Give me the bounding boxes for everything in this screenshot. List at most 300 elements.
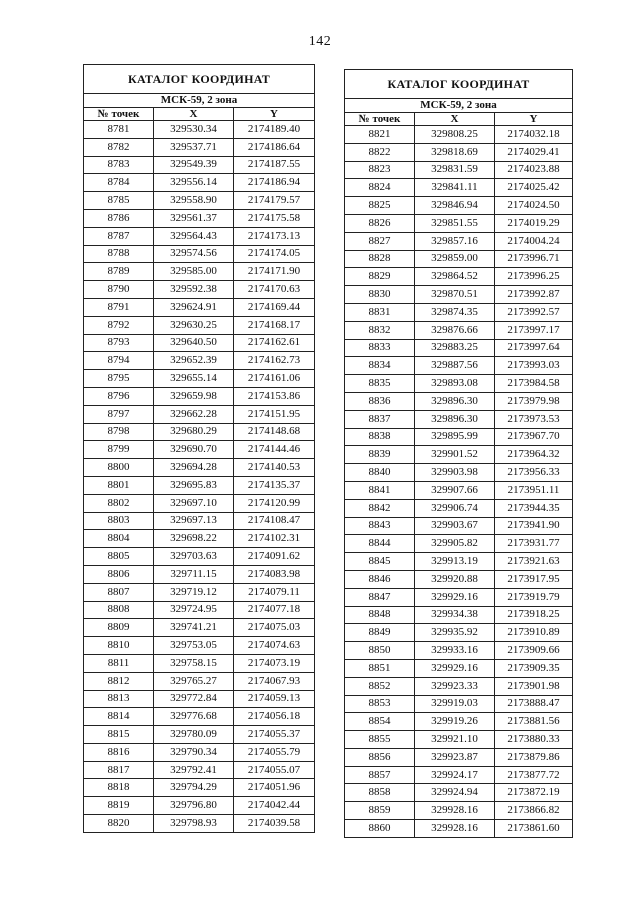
y-coordinate-cell: 2174077.18 [234,601,315,619]
y-coordinate-cell: 2173877.72 [495,766,573,784]
point-number-cell: 8797 [84,405,154,423]
table-row [345,428,573,446]
y-coordinate-cell: 2174151.95 [234,405,315,423]
table-row [345,535,573,553]
table-row [84,637,315,655]
point-number-cell: 8857 [345,766,415,784]
y-coordinate-cell: 2173992.87 [495,286,573,304]
x-coordinate-cell: 329624.91 [154,298,234,316]
point-number-cell: 8844 [345,535,415,553]
y-coordinate-cell: 2173879.86 [495,748,573,766]
page-number: 142 [308,34,332,49]
point-number-cell: 8795 [84,370,154,388]
x-coordinate-cell: 329928.16 [415,820,495,838]
y-coordinate-cell: 2174067.93 [234,672,315,690]
table-row [84,156,315,174]
y-coordinate-cell: 2173901.98 [495,677,573,695]
table-row [84,779,315,797]
table-row [84,708,315,726]
point-number-cell: 8828 [345,250,415,268]
column-header-x: X [154,108,234,121]
table-row [345,446,573,464]
y-coordinate-cell: 2174055.07 [234,761,315,779]
y-coordinate-cell: 2173910.89 [495,624,573,642]
point-number-cell: 8784 [84,174,154,192]
table-row [345,126,573,144]
point-number-cell: 8845 [345,553,415,571]
table-row [345,748,573,766]
table-row [84,494,315,512]
x-coordinate-cell: 329655.14 [154,370,234,388]
table-row [345,606,573,624]
x-coordinate-cell: 329630.25 [154,316,234,334]
table-row [345,713,573,731]
table-row [345,303,573,321]
x-coordinate-cell: 329859.00 [415,250,495,268]
coordinate-rows [345,126,573,838]
point-number-cell: 8834 [345,357,415,375]
y-coordinate-cell: 2174059.13 [234,690,315,708]
table-row [84,761,315,779]
point-number-cell: 8848 [345,606,415,624]
point-number-cell: 8786 [84,209,154,227]
x-coordinate-cell: 329703.63 [154,548,234,566]
x-coordinate-cell: 329935.92 [415,624,495,642]
table-row [345,410,573,428]
y-coordinate-cell: 2173956.33 [495,464,573,482]
point-number-cell: 8810 [84,637,154,655]
y-coordinate-cell: 2173996.25 [495,268,573,286]
point-number-cell: 8838 [345,428,415,446]
point-number-cell: 8808 [84,601,154,619]
x-coordinate-cell: 329831.59 [415,161,495,179]
y-coordinate-cell: 2174074.63 [234,637,315,655]
y-coordinate-cell: 2173866.82 [495,802,573,820]
point-number-cell: 8836 [345,392,415,410]
point-number-cell: 8843 [345,517,415,535]
point-number-cell: 8782 [84,138,154,156]
y-coordinate-cell: 2173993.03 [495,357,573,375]
x-coordinate-cell: 329808.25 [415,126,495,144]
table-row [345,820,573,838]
point-number-cell: 8800 [84,459,154,477]
y-coordinate-cell: 2173997.17 [495,321,573,339]
x-coordinate-cell: 329711.15 [154,565,234,583]
point-number-cell: 8837 [345,410,415,428]
y-coordinate-cell: 2173931.77 [495,535,573,553]
point-number-cell: 8818 [84,779,154,797]
point-number-cell: 8790 [84,281,154,299]
point-number-cell: 8799 [84,441,154,459]
point-number-cell: 8794 [84,352,154,370]
x-coordinate-cell: 329558.90 [154,192,234,210]
y-coordinate-cell: 2174055.79 [234,743,315,761]
y-coordinate-cell: 2174073.19 [234,654,315,672]
table-row [84,387,315,405]
y-coordinate-cell: 2173861.60 [495,820,573,838]
point-number-cell: 8821 [345,126,415,144]
y-coordinate-cell: 2174148.68 [234,423,315,441]
x-coordinate-cell: 329851.55 [415,214,495,232]
x-coordinate-cell: 329765.27 [154,672,234,690]
table-row [345,553,573,571]
x-coordinate-cell: 329864.52 [415,268,495,286]
column-header-point-number: № точек [345,113,415,126]
point-number-cell: 8796 [84,387,154,405]
coordinate-rows [84,121,315,833]
y-coordinate-cell: 2173909.66 [495,642,573,660]
x-coordinate-cell: 329561.37 [154,209,234,227]
y-coordinate-cell: 2173872.19 [495,784,573,802]
x-coordinate-cell: 329662.28 [154,405,234,423]
x-coordinate-cell: 329876.66 [415,321,495,339]
point-number-cell: 8802 [84,494,154,512]
table-row [345,677,573,695]
y-coordinate-cell: 2174019.29 [495,214,573,232]
x-coordinate-cell: 329923.87 [415,748,495,766]
x-coordinate-cell: 329893.08 [415,375,495,393]
x-coordinate-cell: 329903.98 [415,464,495,482]
table-row [84,726,315,744]
point-number-cell: 8803 [84,512,154,530]
point-number-cell: 8819 [84,797,154,815]
coordinate-system-label: МСК-59, 2 зона [345,99,573,113]
x-coordinate-cell: 329901.52 [415,446,495,464]
y-coordinate-cell: 2174051.96 [234,779,315,797]
y-coordinate-cell: 2174169.44 [234,298,315,316]
table-row [345,286,573,304]
x-coordinate-cell: 329933.16 [415,642,495,660]
x-coordinate-cell: 329924.17 [415,766,495,784]
point-number-cell: 8855 [345,731,415,749]
y-coordinate-cell: 2174173.13 [234,227,315,245]
x-coordinate-cell: 329870.51 [415,286,495,304]
point-number-cell: 8849 [345,624,415,642]
y-coordinate-cell: 2174083.98 [234,565,315,583]
x-coordinate-cell: 329537.71 [154,138,234,156]
y-coordinate-cell: 2174179.57 [234,192,315,210]
x-coordinate-cell: 329758.15 [154,654,234,672]
table-row [345,784,573,802]
x-coordinate-cell: 329794.29 [154,779,234,797]
y-coordinate-cell: 2174162.61 [234,334,315,352]
x-coordinate-cell: 329772.84 [154,690,234,708]
point-number-cell: 8856 [345,748,415,766]
y-coordinate-cell: 2174168.17 [234,316,315,334]
point-number-cell: 8817 [84,761,154,779]
y-coordinate-cell: 2173951.11 [495,481,573,499]
x-coordinate-cell: 329883.25 [415,339,495,357]
y-coordinate-cell: 2174174.05 [234,245,315,263]
x-coordinate-cell: 329929.16 [415,588,495,606]
x-coordinate-cell: 329928.16 [415,802,495,820]
x-coordinate-cell: 329719.12 [154,583,234,601]
table-row [84,530,315,548]
point-number-cell: 8840 [345,464,415,482]
table-row [84,138,315,156]
x-coordinate-cell: 329919.26 [415,713,495,731]
x-coordinate-cell: 329697.13 [154,512,234,530]
point-number-cell: 8833 [345,339,415,357]
y-coordinate-cell: 2174056.18 [234,708,315,726]
point-number-cell: 8812 [84,672,154,690]
table-row [84,281,315,299]
point-number-cell: 8813 [84,690,154,708]
table-row [345,481,573,499]
table-row [345,766,573,784]
table-row [345,339,573,357]
y-coordinate-cell: 2173921.63 [495,553,573,571]
y-coordinate-cell: 2173909.35 [495,659,573,677]
x-coordinate-cell: 329920.88 [415,570,495,588]
y-coordinate-cell: 2173996.71 [495,250,573,268]
y-coordinate-cell: 2173997.64 [495,339,573,357]
x-coordinate-cell: 329874.35 [415,303,495,321]
catalog-title: КАТАЛОГ КООРДИНАТ [84,65,315,94]
column-header-point-number: № точек [84,108,154,121]
point-number-cell: 8788 [84,245,154,263]
table-row [345,517,573,535]
point-number-cell: 8854 [345,713,415,731]
x-coordinate-cell: 329680.29 [154,423,234,441]
point-number-cell: 8809 [84,619,154,637]
y-coordinate-cell: 2174024.50 [495,197,573,215]
y-coordinate-cell: 2174042.44 [234,797,315,815]
y-coordinate-cell: 2174161.06 [234,370,315,388]
table-row [84,334,315,352]
x-coordinate-cell: 329896.30 [415,410,495,428]
x-coordinate-cell: 329887.56 [415,357,495,375]
table-row [345,464,573,482]
y-coordinate-cell: 2174023.88 [495,161,573,179]
x-coordinate-cell: 329694.28 [154,459,234,477]
point-number-cell: 8823 [345,161,415,179]
table-row [345,161,573,179]
x-coordinate-cell: 329574.56 [154,245,234,263]
point-number-cell: 8815 [84,726,154,744]
x-coordinate-cell: 329913.19 [415,553,495,571]
x-coordinate-cell: 329905.82 [415,535,495,553]
table-row [345,642,573,660]
table-row [84,548,315,566]
y-coordinate-cell: 2173917.95 [495,570,573,588]
y-coordinate-cell: 2174091.62 [234,548,315,566]
y-coordinate-cell: 2174144.46 [234,441,315,459]
table-row [84,815,315,833]
table-row [345,375,573,393]
point-number-cell: 8847 [345,588,415,606]
point-number-cell: 8829 [345,268,415,286]
y-coordinate-cell: 2173881.56 [495,713,573,731]
y-coordinate-cell: 2174120.99 [234,494,315,512]
point-number-cell: 8842 [345,499,415,517]
point-number-cell: 8781 [84,121,154,139]
x-coordinate-cell: 329841.11 [415,179,495,197]
x-coordinate-cell: 329798.93 [154,815,234,833]
x-coordinate-cell: 329929.16 [415,659,495,677]
point-number-cell: 8825 [345,197,415,215]
column-header-y: Y [234,108,315,121]
y-coordinate-cell: 2173944.35 [495,499,573,517]
x-coordinate-cell: 329796.80 [154,797,234,815]
x-coordinate-cell: 329724.95 [154,601,234,619]
table-row [84,512,315,530]
table-row [345,392,573,410]
y-coordinate-cell: 2174029.41 [495,143,573,161]
x-coordinate-cell: 329695.83 [154,476,234,494]
table-row [84,174,315,192]
point-number-cell: 8820 [84,815,154,833]
point-number-cell: 8798 [84,423,154,441]
point-number-cell: 8824 [345,179,415,197]
column-header-x: X [415,113,495,126]
point-number-cell: 8785 [84,192,154,210]
x-coordinate-cell: 329698.22 [154,530,234,548]
point-number-cell: 8807 [84,583,154,601]
x-coordinate-cell: 329690.70 [154,441,234,459]
point-number-cell: 8826 [345,214,415,232]
point-number-cell: 8850 [345,642,415,660]
point-number-cell: 8858 [345,784,415,802]
point-number-cell: 8811 [84,654,154,672]
table-row [84,690,315,708]
y-coordinate-cell: 2174075.03 [234,619,315,637]
y-coordinate-cell: 2173984.58 [495,375,573,393]
table-row [84,227,315,245]
table-row [345,214,573,232]
table-row [345,731,573,749]
table-row [345,179,573,197]
y-coordinate-cell: 2174186.94 [234,174,315,192]
point-number-cell: 8793 [84,334,154,352]
table-row [84,459,315,477]
x-coordinate-cell: 329556.14 [154,174,234,192]
x-coordinate-cell: 329592.38 [154,281,234,299]
x-coordinate-cell: 329640.50 [154,334,234,352]
point-number-cell: 8852 [345,677,415,695]
catalog-title: КАТАЛОГ КООРДИНАТ [345,70,573,99]
x-coordinate-cell: 329923.33 [415,677,495,695]
x-coordinate-cell: 329919.03 [415,695,495,713]
y-coordinate-cell: 2173964.32 [495,446,573,464]
table-row [84,405,315,423]
table-row [84,743,315,761]
point-number-cell: 8846 [345,570,415,588]
y-coordinate-cell: 2174102.31 [234,530,315,548]
point-number-cell: 8841 [345,481,415,499]
x-coordinate-cell: 329549.39 [154,156,234,174]
point-number-cell: 8822 [345,143,415,161]
point-number-cell: 8783 [84,156,154,174]
point-number-cell: 8839 [345,446,415,464]
coordinate-catalog-right [344,69,573,838]
point-number-cell: 8787 [84,227,154,245]
point-number-cell: 8789 [84,263,154,281]
y-coordinate-cell: 2173973.53 [495,410,573,428]
table-row [84,316,315,334]
point-number-cell: 8805 [84,548,154,566]
y-coordinate-cell: 2174108.47 [234,512,315,530]
x-coordinate-cell: 329906.74 [415,499,495,517]
x-coordinate-cell: 329790.34 [154,743,234,761]
point-number-cell: 8791 [84,298,154,316]
point-number-cell: 8830 [345,286,415,304]
y-coordinate-cell: 2174140.53 [234,459,315,477]
table-row [84,672,315,690]
table-row [345,624,573,642]
x-coordinate-cell: 329924.94 [415,784,495,802]
table-row [84,209,315,227]
x-coordinate-cell: 329895.99 [415,428,495,446]
table-row [84,423,315,441]
point-number-cell: 8832 [345,321,415,339]
point-number-cell: 8835 [345,375,415,393]
y-coordinate-cell: 2174162.73 [234,352,315,370]
table-row [84,583,315,601]
y-coordinate-cell: 2173992.57 [495,303,573,321]
table-row [84,298,315,316]
table-row [345,232,573,250]
x-coordinate-cell: 329907.66 [415,481,495,499]
x-coordinate-cell: 329921.10 [415,731,495,749]
table-row [84,476,315,494]
y-coordinate-cell: 2174186.64 [234,138,315,156]
table-row [84,245,315,263]
table-row [84,192,315,210]
table-row [345,143,573,161]
column-header-y: Y [495,113,573,126]
y-coordinate-cell: 2173967.70 [495,428,573,446]
y-coordinate-cell: 2173918.25 [495,606,573,624]
y-coordinate-cell: 2174135.37 [234,476,315,494]
y-coordinate-cell: 2174171.90 [234,263,315,281]
x-coordinate-cell: 329818.69 [415,143,495,161]
x-coordinate-cell: 329564.43 [154,227,234,245]
y-coordinate-cell: 2174153.86 [234,387,315,405]
point-number-cell: 8814 [84,708,154,726]
y-coordinate-cell: 2174039.58 [234,815,315,833]
table-row [84,352,315,370]
y-coordinate-cell: 2173941.90 [495,517,573,535]
table-row [345,357,573,375]
table-row [84,441,315,459]
x-coordinate-cell: 329857.16 [415,232,495,250]
table-row [84,601,315,619]
point-number-cell: 8851 [345,659,415,677]
coordinate-system-label: МСК-59, 2 зона [84,94,315,108]
y-coordinate-cell: 2173919.79 [495,588,573,606]
y-coordinate-cell: 2173979.98 [495,392,573,410]
table-row [345,802,573,820]
table-row [84,263,315,281]
y-coordinate-cell: 2173888.47 [495,695,573,713]
point-number-cell: 8806 [84,565,154,583]
x-coordinate-cell: 329741.21 [154,619,234,637]
x-coordinate-cell: 329896.30 [415,392,495,410]
table-row [84,121,315,139]
table-row [345,588,573,606]
y-coordinate-cell: 2174055.37 [234,726,315,744]
x-coordinate-cell: 329659.98 [154,387,234,405]
coordinate-catalog-left [83,64,315,833]
y-coordinate-cell: 2174004.24 [495,232,573,250]
point-number-cell: 8859 [345,802,415,820]
x-coordinate-cell: 329780.09 [154,726,234,744]
table-row [345,197,573,215]
y-coordinate-cell: 2174032.18 [495,126,573,144]
y-coordinate-cell: 2174189.40 [234,121,315,139]
x-coordinate-cell: 329753.05 [154,637,234,655]
